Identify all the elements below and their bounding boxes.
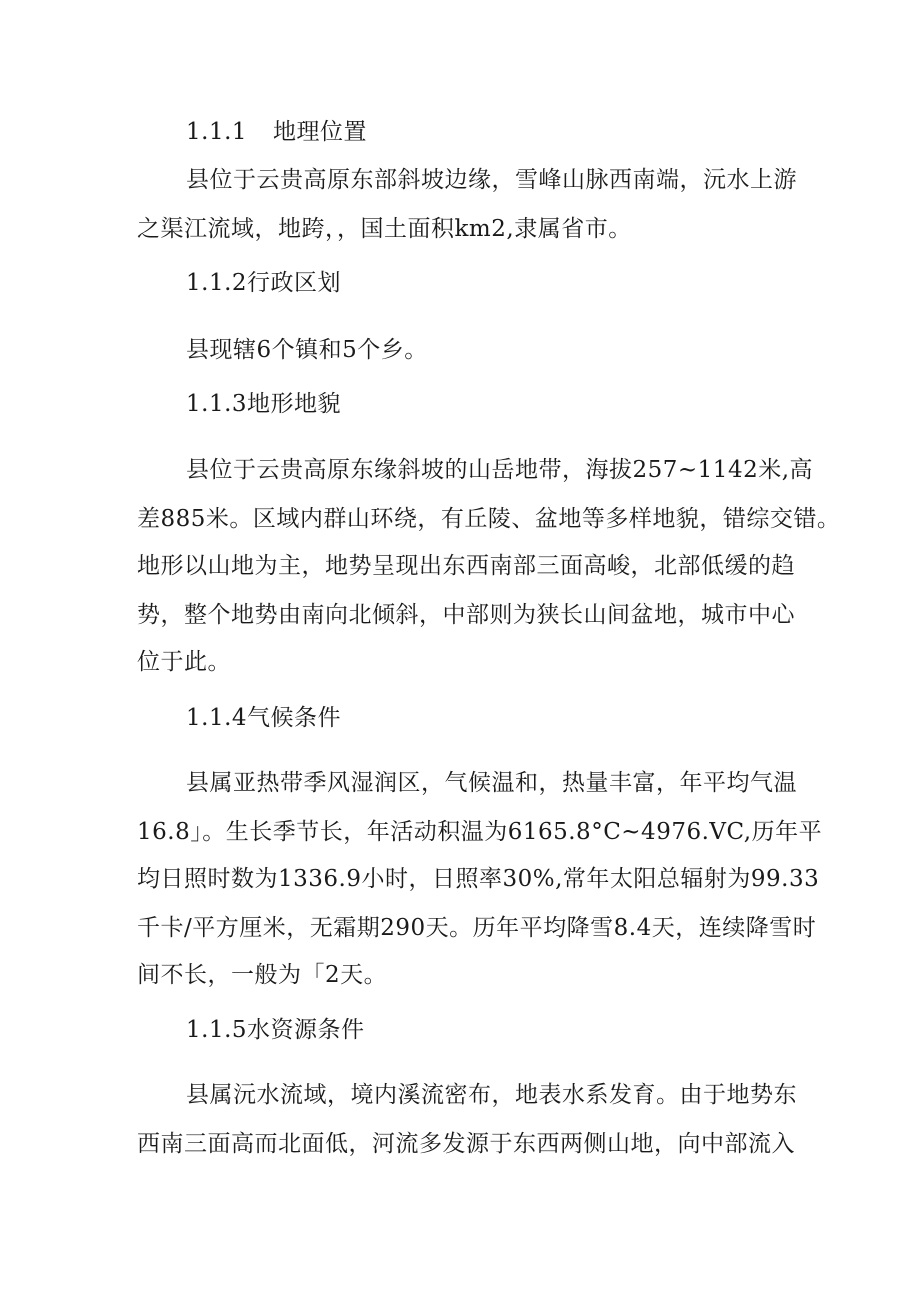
paragraph-line: 县现辖6个镇和5个乡。: [186, 337, 428, 363]
section-heading-1-1-5: 1.1.5水资源条件: [186, 1017, 365, 1043]
paragraph-line: 县位于云贵高原东缘斜坡的山岳地带，海拔257~1142米,高: [186, 457, 814, 483]
paragraph-line: 县属亚热带季风湿润区，气候温和，热量丰富，年平均气温: [186, 770, 797, 796]
section-heading-1-1-4: 1.1.4气候条件: [186, 705, 342, 731]
paragraph-line: 地形以山地为主，地势呈现出东西南部三面高峻，北部低缓的趋: [137, 553, 795, 579]
paragraph-line: 差885米。区域内群山环绕，有丘陵、盆地等多样地貌，错综交错。: [137, 506, 841, 532]
paragraph-line: 西南三面高而北面低，河流多发源于东西两侧山地，向中部流入: [137, 1131, 795, 1157]
paragraph-line: 间不长，一般为「2天。: [137, 962, 388, 988]
paragraph-line: 16.8」。生长季节长，年活动积温为6165.8°C~4976.VC,历年平: [137, 819, 823, 845]
paragraph-line: 位于此。: [137, 649, 231, 675]
section-number: 1.1.1: [186, 119, 248, 145]
paragraph-line: 县属沅水流域，境内溪流密布，地表水系发育。由于地势东: [186, 1082, 797, 1108]
section-title: 地理位置: [273, 119, 368, 145]
paragraph-line: 县位于云贵高原东部斜坡边缘，雪峰山脉西南端，沅水上游: [186, 167, 797, 193]
section-heading-1-1-3: 1.1.3地形地貌: [186, 391, 342, 417]
paragraph-line: 势，整个地势由南向北倾斜，中部则为狭长山间盆地，城市中心: [137, 602, 795, 628]
section-heading-1-1-2: 1.1.2行政区划: [186, 270, 342, 296]
section-heading-1-1-1: [186, 117, 367, 147]
paragraph-line: 均日照时数为1336.9小时，日照率30%,常年太阳总辐射为99.33: [137, 866, 820, 892]
paragraph-line: 之渠江流域，地跨，，国土面积km2,隶属省市。: [137, 216, 632, 242]
paragraph-line: 千卡/平方厘米，无霜期290天。历年平均降雪8.4天，连续降雪时: [137, 915, 817, 941]
